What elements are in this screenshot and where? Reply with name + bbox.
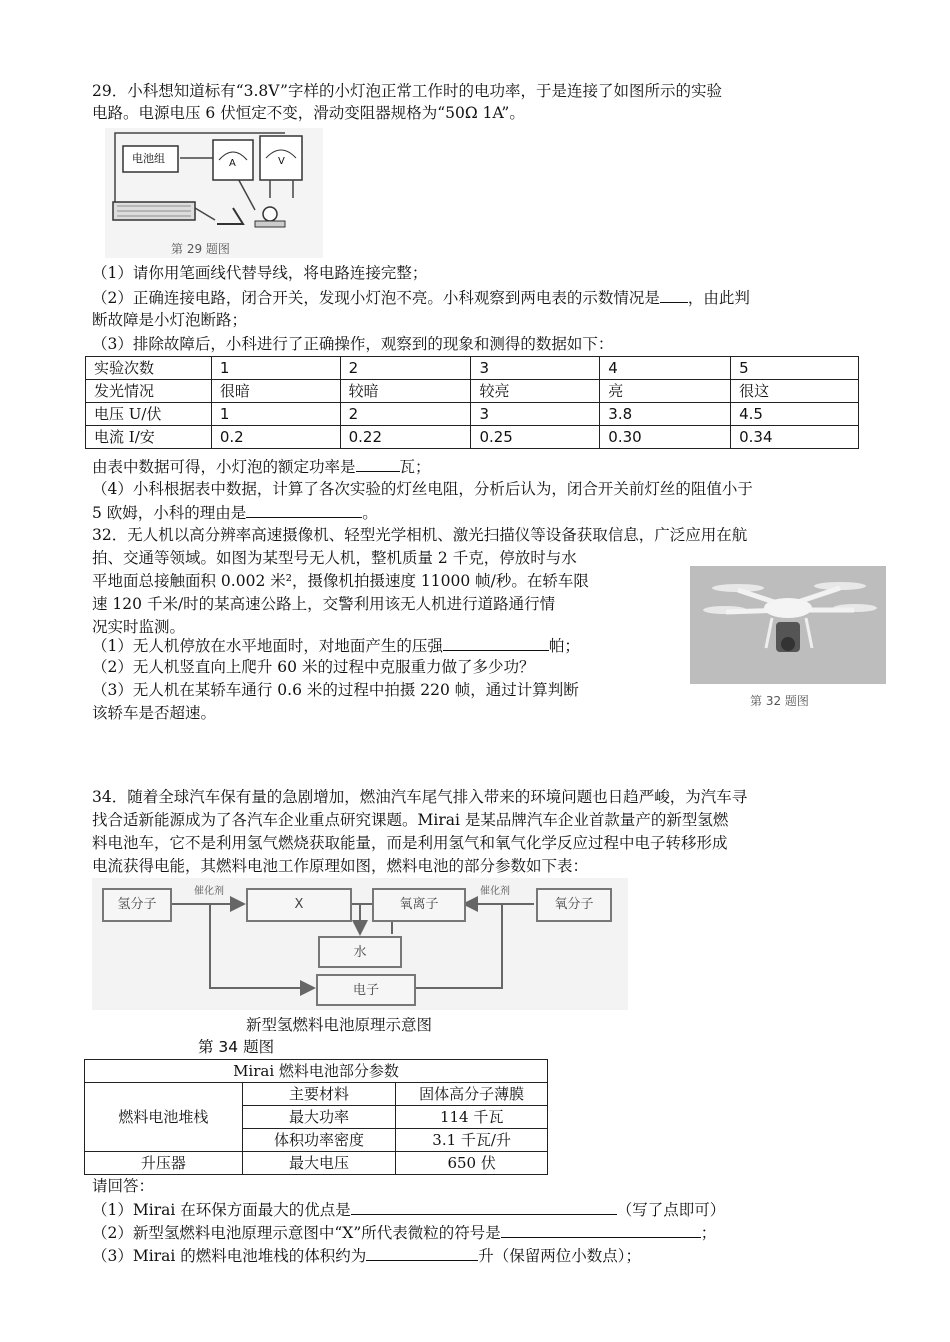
q34-q2-text: （2）新型氢燃料电池原理示意图中“X”所代表微粒的符号是 xyxy=(92,1224,501,1242)
q32-part-3: （3）无人机在某轿车通行 0.6 米的过程中拍摄 220 帧，通过计算判断 xyxy=(92,681,579,699)
q29-part-2-text: （2）正确连接电路，闭合开关，发现小灯泡不亮。小科观察到两电表的示数情况是 xyxy=(92,289,660,307)
q29-rated-power xyxy=(92,455,431,478)
q29-table-cell: 较暗 xyxy=(340,380,471,403)
q29-table-cell: 1 xyxy=(211,403,340,426)
q29-table-cell: 亮 xyxy=(600,380,731,403)
q32-stem-line-1: 32．无人机以高分辨率高速摄像机、轻型光学相机、激光扫描仪等设备获取信息，广泛应用在航 xyxy=(92,526,748,544)
q29-table-cell: 0.22 xyxy=(340,426,471,449)
q29-row-header: 电流 I/安 xyxy=(86,426,212,449)
param-name: 最大功率 xyxy=(242,1106,396,1129)
param-value: 3.1 千瓦/升 xyxy=(396,1129,548,1152)
q34-blank-volume[interactable] xyxy=(366,1244,478,1261)
q29-table-row xyxy=(86,403,859,426)
circuit-diagram xyxy=(105,128,323,258)
q34-stem-line-3: 料电池车，它不是利用氢气燃烧获取能量，而是利用氢气和氧气化学反应过程中电子转移形成 xyxy=(92,834,728,852)
param-name: 主要材料 xyxy=(242,1083,396,1106)
param-stack-label: 燃料电池堆栈 xyxy=(85,1083,243,1152)
q34-q1-text: （1）Mirai 在环保方面最大的优点是 xyxy=(92,1201,351,1219)
q29-part-2-tail: ，由此判 xyxy=(687,289,750,307)
q29-table-cell: 5 xyxy=(731,357,859,380)
q34-fuel-cell-diagram xyxy=(92,878,628,1010)
q29-part-4: （4）小科根据表中数据，计算了各次实验的灯丝电阻，分析后认为，闭合开关前灯丝的阻值小于 xyxy=(92,480,753,498)
q29-table-cell: 0.34 xyxy=(731,426,859,449)
q29-table-cell: 0.2 xyxy=(211,426,340,449)
electron-box: 电子 xyxy=(316,974,416,1006)
q32-part-1-text: （1）无人机停放在水平地面时，对地面产生的压强 xyxy=(92,637,443,655)
voltmeter-label: V xyxy=(278,156,285,167)
param-name: 体积功率密度 xyxy=(242,1129,396,1152)
q29-table-row xyxy=(86,380,859,403)
q29-row-header: 发光情况 xyxy=(86,380,212,403)
q29-part-3: （3）排除故障后，小科进行了正确操作，观察到的现象和测得的数据如下： xyxy=(92,335,614,353)
q29-part-4-end: 。 xyxy=(362,504,378,522)
q29-table-cell: 3.8 xyxy=(600,403,731,426)
q29-data-table xyxy=(85,356,859,449)
q34-q1-note: （写了点即可） xyxy=(616,1201,726,1219)
q32-part-1-unit: 帕； xyxy=(548,637,580,655)
q29-table-cell: 2 xyxy=(340,357,471,380)
q34-stem-line-2: 找合适新能源成为了各汽车企业重点研究课题。Mirai 是某品牌汽车企业首款量产的新型氢燃 xyxy=(92,811,729,829)
q29-table-row xyxy=(86,357,859,380)
q34-q3-text: （3）Mirai 的燃料电池堆栈的体积约为 xyxy=(92,1247,367,1265)
q34-stem-line-1: 34．随着全球汽车保有量的急剧增加，燃油汽车尾气排入带来的环境问题也日趋严峻，为汽车寻 xyxy=(92,788,748,806)
q29-row-header: 实验次数 xyxy=(86,357,212,380)
q34-answer-intro: 请回答： xyxy=(92,1177,155,1195)
hydrogen-molecule-box: 氢分子 xyxy=(102,888,172,922)
q29-rated-power-unit: 瓦； xyxy=(399,458,431,476)
param-value: 固体高分子薄膜 xyxy=(396,1083,548,1106)
q34-figure-label: 第 34 题图 xyxy=(198,1038,275,1056)
q32-part-3-cont: 该轿车是否超速。 xyxy=(92,704,217,722)
q34-q3-unit: 升（保留两位小数点）； xyxy=(478,1247,641,1265)
q32-stem-line-5: 况实时监测。 xyxy=(92,618,186,636)
q34-question-3 xyxy=(92,1244,641,1267)
q29-rated-power-text: 由表中数据可得，小灯泡的额定功率是 xyxy=(92,458,356,476)
catalyst-label-left: 催化剂 xyxy=(194,886,224,897)
q34-q2-end: ； xyxy=(700,1224,717,1242)
oxygen-ion-box: 氧离子 xyxy=(372,888,466,922)
q32-drone-photo xyxy=(690,566,886,684)
q32-stem-line-2: 拍、交通等领域。如图为某型号无人机，整机质量 2 千克，停放时与水 xyxy=(92,549,577,567)
q34-diagram-title: 新型氢燃料电池原理示意图 xyxy=(246,1016,433,1034)
q29-circuit-figure xyxy=(105,128,323,258)
q29-table-cell: 2 xyxy=(340,403,471,426)
q29-table-cell: 0.25 xyxy=(471,426,600,449)
q29-row-header: 电压 U/伏 xyxy=(86,403,212,426)
q29-table-cell: 3 xyxy=(471,403,600,426)
q29-table-cell: 1 xyxy=(211,357,340,380)
q32-blank-pressure[interactable] xyxy=(443,634,549,651)
q29-table-cell: 3 xyxy=(471,357,600,380)
q29-stem-line-1: 29．小科想知道标有“3.8V”字样的小灯泡正常工作时的电功率，于是连接了如图所示的实验 xyxy=(92,82,722,100)
q29-table-row xyxy=(86,426,859,449)
q32-part-1 xyxy=(92,634,580,657)
q34-stem-line-4: 电流获得电能，其燃料电池工作原理如图，燃料电池的部分参数如下表： xyxy=(92,857,589,875)
q29-part-1: （1）请你用笔画线代替导线，将电路连接完整； xyxy=(92,264,428,282)
drone-image xyxy=(690,566,886,684)
param-booster-label: 升压器 xyxy=(85,1152,243,1175)
q29-table-cell: 较亮 xyxy=(471,380,600,403)
bulb xyxy=(263,207,277,221)
q34-blank-symbol[interactable] xyxy=(501,1221,701,1238)
q34-blank-advantage[interactable] xyxy=(351,1198,617,1215)
q29-table-cell: 很这 xyxy=(731,380,859,403)
q32-stem-line-4: 速 120 千米/时的某高速公路上，交警利用该无人机进行道路通行情 xyxy=(92,595,556,613)
q29-part-2 xyxy=(92,286,750,309)
q29-table-cell: 4.5 xyxy=(731,403,859,426)
q32-part-2: （2）无人机竖直向上爬升 60 米的过程中克服重力做了多少功？ xyxy=(92,658,535,676)
q34-question-2 xyxy=(92,1221,716,1244)
battery-label: 电池组 xyxy=(132,152,165,165)
catalyst-label-right: 催化剂 xyxy=(480,886,510,897)
q29-table-cell: 很暗 xyxy=(211,380,340,403)
param-table-title: Mirai 燃料电池部分参数 xyxy=(85,1060,548,1083)
q32-figure-caption: 第 32 题图 xyxy=(750,694,809,708)
q32-stem-line-3: 平地面总接触面积 0.002 米²，摄像机拍摄速度 11000 帧/秒。在轿车限 xyxy=(92,572,589,590)
water-box: 水 xyxy=(318,936,402,968)
q34-param-table xyxy=(84,1059,548,1175)
q34-question-1 xyxy=(92,1198,725,1221)
q29-part-4-text: 5 欧姆，小科的理由是 xyxy=(92,504,247,522)
x-particle-box: X xyxy=(246,888,352,922)
q29-table-cell: 4 xyxy=(600,357,731,380)
q29-blank-reason[interactable] xyxy=(246,501,362,518)
q29-figure-caption: 第 29 题图 xyxy=(171,242,230,256)
ammeter-label: A xyxy=(229,158,236,169)
q29-part-4-cont xyxy=(92,501,378,524)
param-name: 最大电压 xyxy=(242,1152,396,1175)
q29-blank-power[interactable] xyxy=(356,455,400,472)
param-value: 114 千瓦 xyxy=(396,1106,548,1129)
q29-blank-meters[interactable] xyxy=(660,286,688,303)
oxygen-molecule-box: 氧分子 xyxy=(536,888,612,922)
q29-stem-line-2: 电路。电源电压 6 伏恒定不变，滑动变阻器规格为“50Ω 1A”。 xyxy=(92,104,525,122)
q29-table-cell: 0.30 xyxy=(600,426,731,449)
param-value: 650 伏 xyxy=(396,1152,548,1175)
q29-part-2-cont: 断故障是小灯泡断路； xyxy=(92,311,248,329)
